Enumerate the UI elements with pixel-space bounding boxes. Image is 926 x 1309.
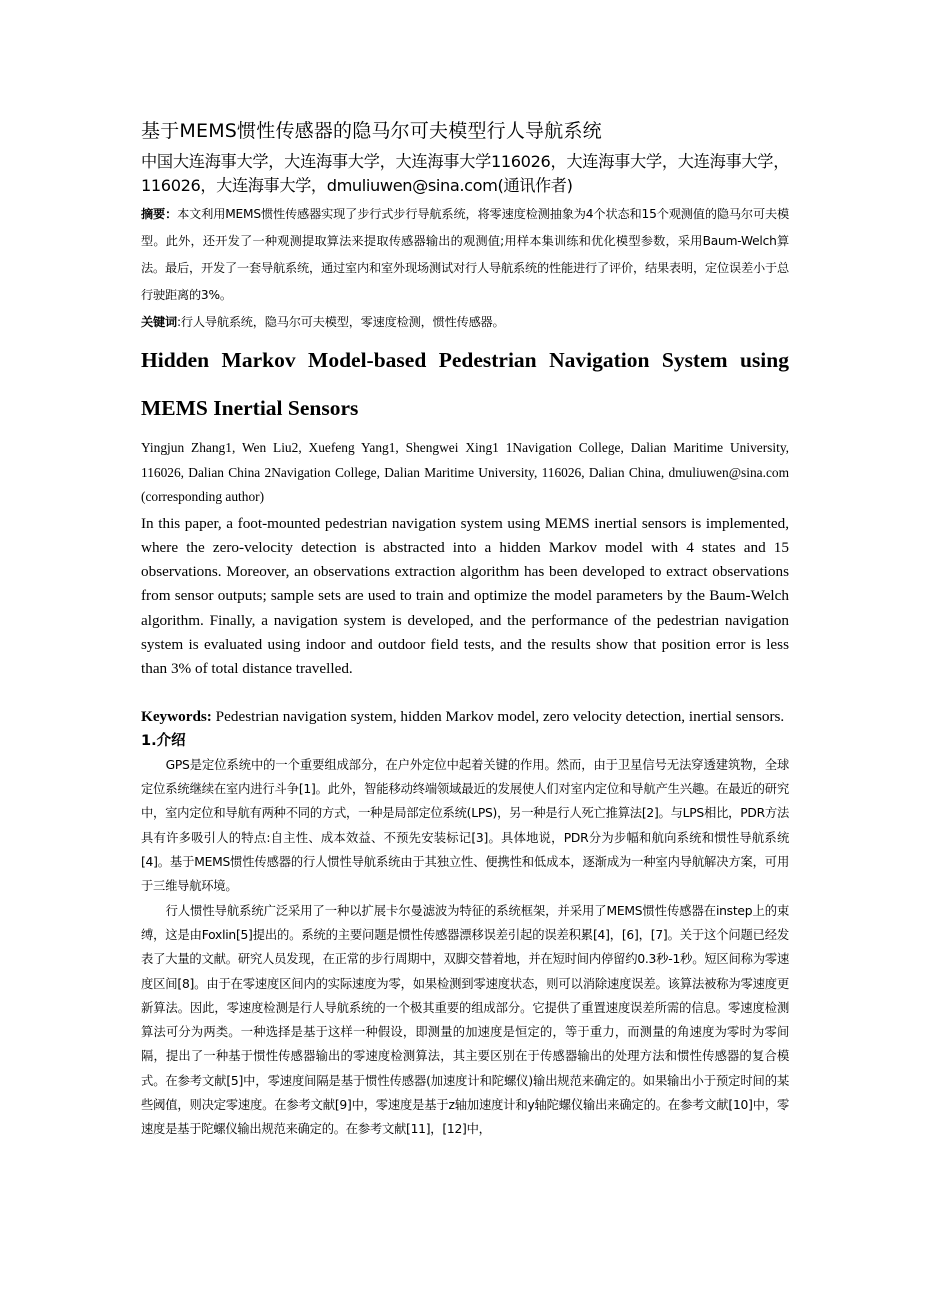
english-title xyxy=(141,336,789,432)
chinese-keywords-label: 关键词 xyxy=(141,315,177,329)
english-authors: Yingjun Zhang1, Wen Liu2, Xuefeng Yang1, Shengwei Xing1 1Navigation College, Dalian Maritime University, 116026, Dalian China 2Navigation College, Dalian Maritime University, 116026, Dalian China, dmuliuwen@sina.com (corresponding author) xyxy=(141,440,789,504)
section-heading-introduction: 1.介绍 xyxy=(141,732,186,749)
paper-page xyxy=(141,118,789,1142)
chinese-keywords xyxy=(141,309,789,336)
english-keywords-text: Pedestrian navigation system, hidden Markov model, zero velocity detection, inertial sensors. xyxy=(211,707,785,725)
english-abstract: In this paper, a foot-mounted pedestrian navigation system using MEMS inertial sensors is implemented, where the zero-velocity detection is abstracted into a hidden Markov model with 4 states and 15 observations. Moreover, an observations extraction algorithm has been developed to extract observations from sensor outputs; sample sets are used to train and optimize the model parameters by the Baum-Welch algorithm. Finally, a navigation system is developed, and the performance of the pedestrian navigation system is evaluated using indoor and outdoor field tests, and the results show that position error is less than 3% of total distance travelled. xyxy=(141,514,789,678)
chinese-abstract-label: 摘要： xyxy=(141,207,178,221)
english-keywords xyxy=(141,705,789,729)
english-keywords-label: Keywords: xyxy=(141,707,212,725)
intro-paragraph-2: 行人惯性导航系统广泛采用了一种以扩展卡尔曼滤波为特征的系统框架，并采用了MEMS惯性传感器在instep上的束缚，这是由Foxlin[5]提出的。系统的主要问题是惯性传感器漂移误差引起的误差积累[4]，[6]，[7]。关于这个问题已经发表了大量的文献。研究人员发现，在正常的步行周期中，双脚交替着地，并在短时间内停留约0.3秒-1秒。短区间称为零速度区间[8]。由于在零速度区间内的实际速度为零，如果检测到零速度状态，则可以消除速度误差。该算法被称为零速度更新算法。因此，零速度检测是行人导航系统的一个极其重要的组成部分。它提供了重置速度误差所需的信息。零速度检测算法可分为两类。一种选择是基于这样一种假设，即测量的加速度是恒定的，等于重力，而测量的角速度为零时为零间隔，提出了一种基于惯性传感器输出的零速度检测算法，其主要区别在于传感器输出的处理方法和惯性传感器的复合模式。在参考文献[5]中，零速度间隔是基于惯性传感器(加速度计和陀螺仪)输出规范来确定的。如果输出小于预定时间的某些阈值，则决定零速度。在参考文献[9]中，零速度是基于z轴加速度计和y轴陀螺仪输出来确定的。在参考文献[10]中，零速度是基于陀螺仪输出规范来确定的。在参考文献[11]，[12]中， xyxy=(141,903,789,1137)
chinese-abstract xyxy=(141,201,789,309)
chinese-keywords-text: :行人导航系统，隐马尔可夫模型，零速度检测，惯性传感器。 xyxy=(176,315,505,329)
chinese-authors: 中国大连海事大学，大连海事大学，大连海事大学116026，大连海事大学，大连海事大学，116026，大连海事大学，dmuliuwen@sina.com(通讯作者) xyxy=(141,152,789,195)
chinese-abstract-text: 本文利用MEMS惯性传感器实现了步行式步行导航系统，将零速度检测抽象为4个状态和15个观测值的隐马尔可夫模型。此外，还开发了一种观测提取算法来提取传感器输出的观测值;用样本集训练和优化模型参数，采用Baum-Welch算法。最后，开发了一套导航系统，通过室内和室外现场测试对行人导航系统的性能进行了评价，结果表明，定位误差小于总行驶距离的3%。 xyxy=(141,207,789,302)
chinese-title: 基于MEMS惯性传感器的隐马尔可夫模型行人导航系统 xyxy=(141,120,602,142)
english-title-line2: MEMS Inertial Sensors xyxy=(141,396,359,420)
english-title-line1: Hidden Markov Model-based Pedestrian Navigation System using xyxy=(141,348,789,372)
intro-paragraph-1: GPS是定位系统中的一个重要组成部分，在户外定位中起着关键的作用。然而，由于卫星信号无法穿透建筑物，全球定位系统继续在室内进行斗争[1]。此外，智能移动终端领域最近的发展使人们对室内定位和导航产生兴趣。在最近的研究中，室内定位和导航有两种不同的方式，一种是局部定位系统(LPS)，另一种是行人死亡推算法[2]。与LPS相比，PDR方法具有许多吸引人的特点:自主性、成本效益、不预先安装标记[3]。具体地说，PDR分为步幅和航向系统和惯性导航系统[4]。基于MEMS惯性传感器的行人惯性导航系统由于其独立性、便携性和低成本，逐渐成为一种室内导航解决方案，可用于三维导航环境。 xyxy=(141,757,789,894)
